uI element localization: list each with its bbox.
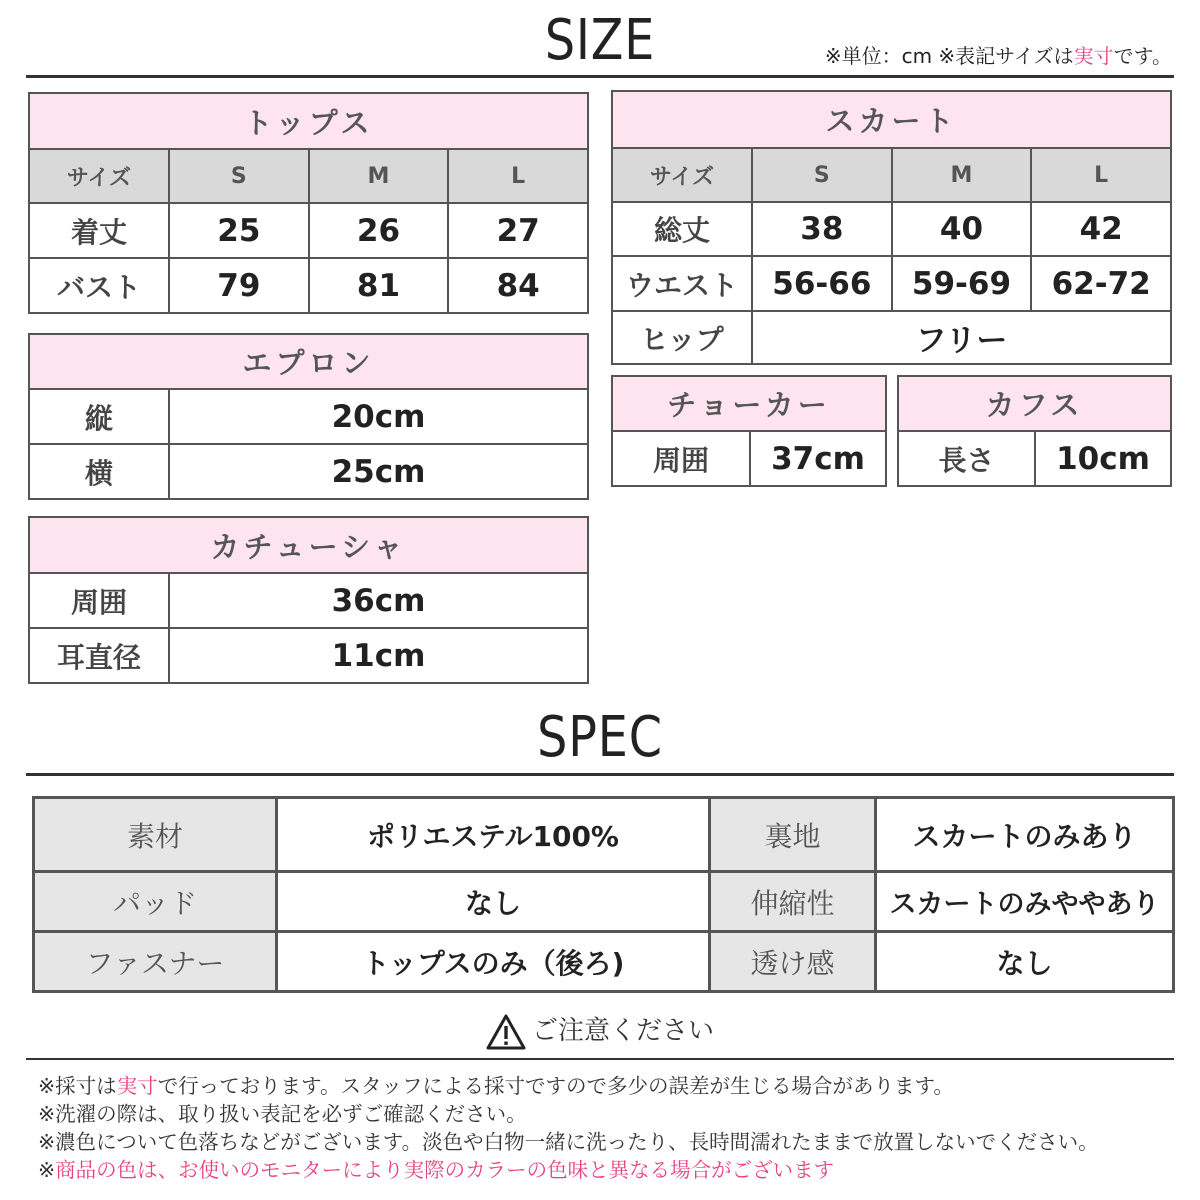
spec-key: パッド [34,872,277,932]
spec-key: 透け感 [710,932,876,992]
spec-heading: SPEC [537,705,663,770]
unit-note-accent: 実寸 [1073,44,1114,68]
choker-title: チョーカー [612,376,886,431]
apron-cell: 20cm [169,389,588,444]
caution-rule [26,1058,1174,1060]
cuffs-label: 長さ [898,431,1035,486]
warning-icon [486,1014,526,1050]
note-4-accent: 商品の色は、お使いのモニターにより実際のカラーの色味と異なる場合がございます [55,1158,835,1182]
tops-cell: 26 [309,203,449,258]
note-1-suffix: で行っております。スタッフによる採寸ですので多少の誤差が生じる場合があります。 [157,1074,954,1098]
skirt-hip-label: ヒップ [612,311,752,364]
cuffs-value: 10cm [1035,431,1171,486]
size-heading-rule [26,75,1174,78]
skirt-row-label: ウエスト [612,256,752,311]
tops-cell: 84 [448,258,588,313]
skirt-header-l: L [1031,148,1171,202]
note-3: ※濃色について色落ちなどがございます。淡色や白物一緒に洗ったり、長時間濡れたままで放置しないでください。 [38,1130,1099,1154]
choker-table [611,375,887,487]
caution-title [0,1010,1200,1050]
spec-value: ポリエステル100% [277,798,710,872]
skirt-row-label: 総丈 [612,202,752,256]
apron-cell: 25cm [169,444,588,499]
skirt-cell: 59-69 [892,256,1032,311]
skirt-cell: 62-72 [1031,256,1171,311]
cuffs-table [897,375,1172,487]
skirt-title: スカート [612,91,1171,148]
katyusha-table [28,516,589,684]
skirt-cell: 56-66 [752,256,892,311]
skirt-cell: 42 [1031,202,1171,256]
skirt-header-m: M [892,148,1032,202]
tops-table [28,92,589,314]
spec-key: 素材 [34,798,277,872]
notes [38,1072,1188,1184]
spec-value: スカートのみややあり [876,872,1174,932]
choker-label: 周囲 [612,431,750,486]
tops-header-m: M [309,149,449,203]
apron-title: エプロン [29,334,588,389]
skirt-hip-value: フリー [752,311,1171,364]
tops-cell: 79 [169,258,309,313]
choker-value: 37cm [750,431,886,486]
katyusha-row-label: 周囲 [29,573,169,628]
spec-value: なし [876,932,1174,992]
katyusha-cell: 36cm [169,573,588,628]
skirt-header-size: サイズ [612,148,752,202]
spec-value: スカートのみあり [876,798,1174,872]
tops-row-label: 着丈 [29,203,169,258]
spec-key: ファスナー [34,932,277,992]
katyusha-title: カチューシャ [29,517,588,573]
katyusha-cell: 11cm [169,628,588,683]
spec-table [32,796,1175,993]
note-2: ※洗濯の際は、取り扱い表記を必ずご確認ください。 [38,1102,527,1126]
tops-header-s: S [169,149,309,203]
spec-key: 裏地 [710,798,876,872]
note-1-prefix: ※採寸は [38,1074,117,1098]
tops-cell: 27 [448,203,588,258]
tops-title: トップス [29,93,588,149]
unit-note-suffix: です。 [1113,44,1172,68]
note-1-accent: 実寸 [116,1074,158,1098]
tops-cell: 81 [309,258,449,313]
caution-label: ご注意ください [531,1016,714,1046]
tops-cell: 25 [169,203,309,258]
apron-row-label: 縦 [29,389,169,444]
apron-row-label: 横 [29,444,169,499]
skirt-header-s: S [752,148,892,202]
cuffs-title: カフス [898,376,1171,431]
skirt-cell: 38 [752,202,892,256]
spec-value: なし [277,872,710,932]
spec-value: トップスのみ（後ろ) [277,932,710,992]
apron-table [28,333,589,500]
note-4-prefix: ※ [38,1158,56,1182]
tops-header-size: サイズ [29,149,169,203]
katyusha-row-label: 耳直径 [29,628,169,683]
note-1 [38,1072,1188,1100]
size-heading: SIZE [544,8,656,73]
spec-key: 伸縮性 [710,872,876,932]
skirt-cell: 40 [892,202,1032,256]
unit-note [825,40,1172,69]
skirt-table [611,90,1172,365]
tops-header-l: L [448,149,588,203]
tops-row-label: バスト [29,258,169,313]
spec-heading-rule [26,773,1174,776]
unit-note-prefix: ※単位：cm ※表記サイズは [824,44,1074,68]
note-4 [38,1156,1188,1184]
